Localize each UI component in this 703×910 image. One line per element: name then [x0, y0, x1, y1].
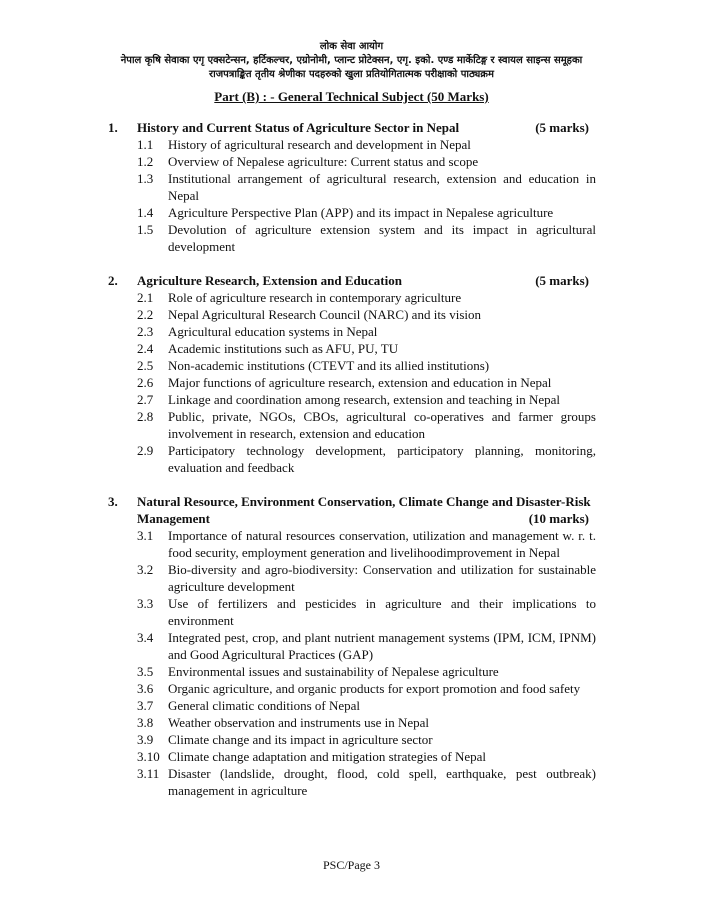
subtopic-number: 2.6 [137, 375, 154, 390]
subtopic-number: 3.10 [137, 749, 160, 764]
subtopic-text: Agriculture Perspective Plan (APP) and its impact in Nepalese agriculture [168, 205, 554, 220]
subtopic-text: Weather observation and instruments use in Nepal [168, 715, 430, 730]
subtopic-number: 3.8 [137, 715, 154, 730]
section-title-line2: Management [137, 511, 210, 526]
subtopic-text: History of agricultural research and development in Nepal [168, 137, 471, 152]
page-footer: PSC/Page 3 [322, 858, 380, 872]
subtopic-item [137, 765, 596, 799]
subtopic-number: 3.11 [137, 766, 160, 781]
section-number: 2. [108, 273, 118, 288]
header-service-groups: नेपाल कृषि सेवाका एगृ एक्सटेन्सन, हर्टिकल्चर, एग्रोनोमी, प्लान्ट प्रोटेक्सन, एगृ. इको. एण्ड मार्केटिङ्ग र स्वायल साइन्स समूहका [120, 55, 583, 66]
subtopic-number: 3.3 [137, 596, 154, 611]
syllabus-content [108, 119, 596, 816]
subtopic-item [137, 391, 596, 408]
subtopic-item [137, 561, 596, 595]
section-marks: (10 marks) [528, 511, 589, 526]
part-title: Part (B) : - General Technical Subject (50 Marks) [214, 89, 489, 104]
header-exam-title: राजपत्राङ्कित तृतीय श्रेणीका पदहरुको खुला प्रतियोगितात्मक परीक्षाको पाठ्यक्रम [209, 69, 494, 80]
subtopic-number: 1.2 [137, 154, 154, 169]
subtopic-text: Bio-diversity and agro-biodiversity: Conservation and utilization for sustainable agriculture development [168, 562, 596, 594]
section-marks: (5 marks) [535, 273, 589, 288]
subtopic-number: 2.5 [137, 358, 154, 373]
section-heading [108, 119, 596, 136]
subtopic-item [137, 323, 596, 340]
subtopic-number: 1.1 [137, 137, 154, 152]
header-commission-name: लोक सेवा आयोग [319, 41, 384, 52]
subtopic-text: General climatic conditions of Nepal [168, 698, 361, 713]
section-title: History and Current Status of Agriculture Sector in Nepal [137, 120, 460, 135]
subtopic-list [108, 136, 596, 255]
subtopic-number: 3.5 [137, 664, 154, 679]
subtopic-item [137, 680, 596, 697]
subtopic-item [137, 442, 596, 476]
subtopic-item [137, 408, 596, 442]
section-heading-cont [108, 510, 596, 527]
section-title-line1: Natural Resource, Environment Conservation, Climate Change and Disaster-Risk [137, 494, 591, 509]
subtopic-item [137, 595, 596, 629]
page-header [0, 40, 703, 105]
section-2 [108, 272, 596, 476]
section-number: 3. [108, 494, 118, 509]
subtopic-number: 2.2 [137, 307, 154, 322]
subtopic-item [137, 697, 596, 714]
section-marks: (5 marks) [535, 120, 589, 135]
subtopic-number: 3.7 [137, 698, 154, 713]
subtopic-number: 1.5 [137, 222, 154, 237]
subtopic-text: Non-academic institutions (CTEVT and its allied institutions) [168, 358, 490, 373]
subtopic-text: Role of agriculture research in contemporary agriculture [168, 290, 462, 305]
subtopic-text: Agricultural education systems in Nepal [168, 324, 378, 339]
subtopic-number: 2.4 [137, 341, 154, 356]
subtopic-text: Climate change adaptation and mitigation strategies of Nepal [168, 749, 487, 764]
subtopic-text: Devolution of agriculture extension system and its impact in agricultural development [168, 222, 596, 254]
subtopic-item [137, 170, 596, 204]
subtopic-number: 2.1 [137, 290, 154, 305]
subtopic-item [137, 714, 596, 731]
subtopic-text: Academic institutions such as AFU, PU, TU [168, 341, 399, 356]
subtopic-item [137, 374, 596, 391]
subtopic-number: 2.9 [137, 443, 154, 458]
subtopic-list [108, 527, 596, 799]
subtopic-item [137, 357, 596, 374]
subtopic-text: Disaster (landslide, drought, flood, cold spell, earthquake, pest outbreak) management in agriculture [168, 766, 596, 798]
subtopic-item [137, 731, 596, 748]
section-1 [108, 119, 596, 255]
subtopic-text: Organic agriculture, and organic products for export promotion and food safety [168, 681, 581, 696]
subtopic-number: 1.4 [137, 205, 154, 220]
subtopic-text: Major functions of agriculture research, extension and education in Nepal [168, 375, 552, 390]
section-heading [108, 272, 596, 289]
subtopic-item [137, 221, 596, 255]
subtopic-item [137, 289, 596, 306]
subtopic-item [137, 527, 596, 561]
subtopic-item [137, 663, 596, 680]
subtopic-text: Institutional arrangement of agricultural research, extension and education in Nepal [168, 171, 596, 203]
section-heading [108, 493, 596, 510]
section-3 [108, 493, 596, 799]
subtopic-number: 3.4 [137, 630, 154, 645]
subtopic-item [137, 136, 596, 153]
subtopic-number: 2.3 [137, 324, 154, 339]
subtopic-number: 3.1 [137, 528, 154, 543]
subtopic-text: Nepal Agricultural Research Council (NARC) and its vision [168, 307, 482, 322]
subtopic-item [137, 340, 596, 357]
subtopic-item [137, 629, 596, 663]
subtopic-text: Environmental issues and sustainability of Nepalese agriculture [168, 664, 499, 679]
subtopic-text: Public, private, NGOs, CBOs, agricultural co-operatives and farmer groups involvement in research, extension and education [168, 409, 596, 441]
subtopic-item [137, 153, 596, 170]
subtopic-text: Linkage and coordination among research, extension and teaching in Nepal [168, 392, 561, 407]
subtopic-number: 2.8 [137, 409, 154, 424]
section-title: Agriculture Research, Extension and Education [137, 273, 402, 288]
subtopic-number: 3.9 [137, 732, 154, 747]
subtopic-list [108, 289, 596, 476]
subtopic-item [137, 204, 596, 221]
subtopic-text: Overview of Nepalese agriculture: Current status and scope [168, 154, 479, 169]
subtopic-text: Climate change and its impact in agriculture sector [168, 732, 433, 747]
subtopic-number: 3.6 [137, 681, 154, 696]
subtopic-text: Integrated pest, crop, and plant nutrient management systems (IPM, ICM, IPNM) and Good Agricultural Practices (GAP) [168, 630, 596, 662]
subtopic-number: 3.2 [137, 562, 154, 577]
subtopic-number: 1.3 [137, 171, 154, 186]
subtopic-item [137, 748, 596, 765]
subtopic-text: Use of fertilizers and pesticides in agriculture and their implications to environment [168, 596, 596, 628]
section-number: 1. [108, 120, 118, 135]
subtopic-text: Importance of natural resources conservation, utilization and management w. r. t. food security, employment generation and livelihoodimprovement in Nepal [168, 528, 596, 560]
subtopic-number: 2.7 [137, 392, 154, 407]
subtopic-text: Participatory technology development, participatory planning, monitoring, evaluation and feedback [168, 443, 596, 475]
subtopic-item [137, 306, 596, 323]
